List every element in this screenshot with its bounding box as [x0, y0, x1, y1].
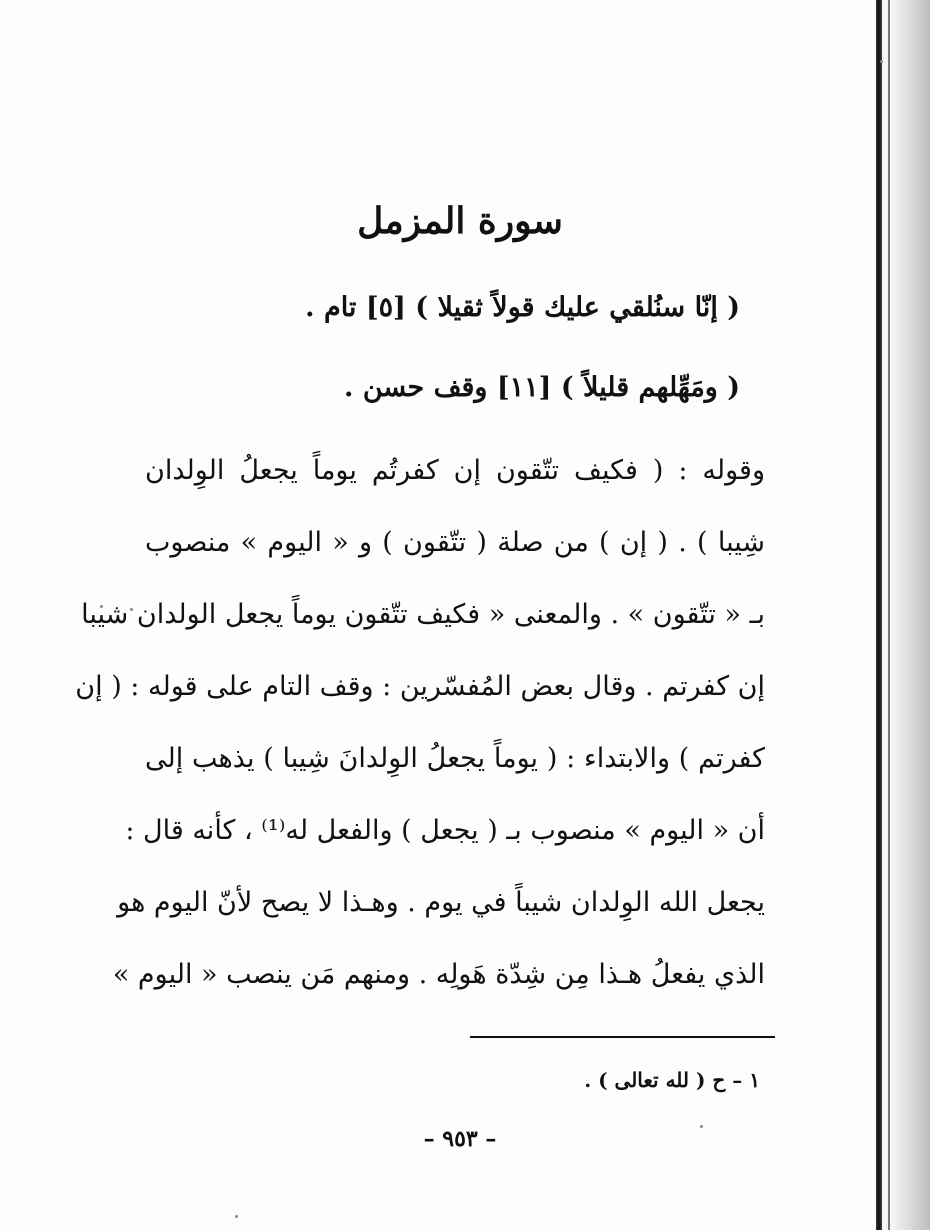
verse-line-2: ( ومَهِّلهم قليلاً ) [١١] وقف حسن .	[344, 372, 740, 403]
surah-title: سورة المزمل	[357, 200, 563, 242]
scan-speck	[700, 1125, 703, 1128]
footnote-divider	[470, 1036, 775, 1038]
body-line-4: إن كفرتم . وقال بعض المُفسّرين : وقف التام على قوله : ( إن	[75, 671, 765, 702]
body-line-3: بـ « تتّقون » . والمعنى « فكيف تتّقون يوماً يجعل الولدان شيبا	[81, 599, 765, 630]
binding-edge-inner	[888, 0, 890, 1230]
scan-speck	[880, 60, 883, 63]
body-line-2: شِيبا ) . ( إن ) من صلة ( تتّقون ) و « اليوم » منصوب	[145, 527, 765, 558]
page-number: – ٩٥٣ –	[423, 1126, 497, 1152]
footnote: ١ – ح ( لله تعالى ) .	[584, 1068, 760, 1092]
body-line-8: الذي يفعلُ هـذا مِن شِدّة هَولِه . ومنهم مَن ينصب « اليوم »	[112, 959, 765, 990]
binding-edge	[876, 0, 882, 1230]
verse-line-1: ( إنّا سنُلقي عليك قولاً ثقيلا ) [٥] تام .	[305, 292, 740, 323]
body-line-5: كفرتم ) والابتداء : ( يوماً يجعلُ الوِلدانَ شِيبا ) يذهب إلى	[145, 743, 765, 774]
body-line-6: أن « اليوم » منصوب بـ ( يجعل ) والفعل له⁽¹⁾ ، كأنه قال :	[125, 815, 765, 846]
body-line-7: يجعل الله الوِلدان شيباً في يوم . وهـذا لا يصح لأنّ اليوم هو	[117, 887, 765, 918]
body-line-1: وقوله : ( فكيف تتّقون إن كفرتُم يوماً يجعلُ الوِلدان	[145, 455, 765, 486]
scan-speck	[235, 1215, 238, 1218]
